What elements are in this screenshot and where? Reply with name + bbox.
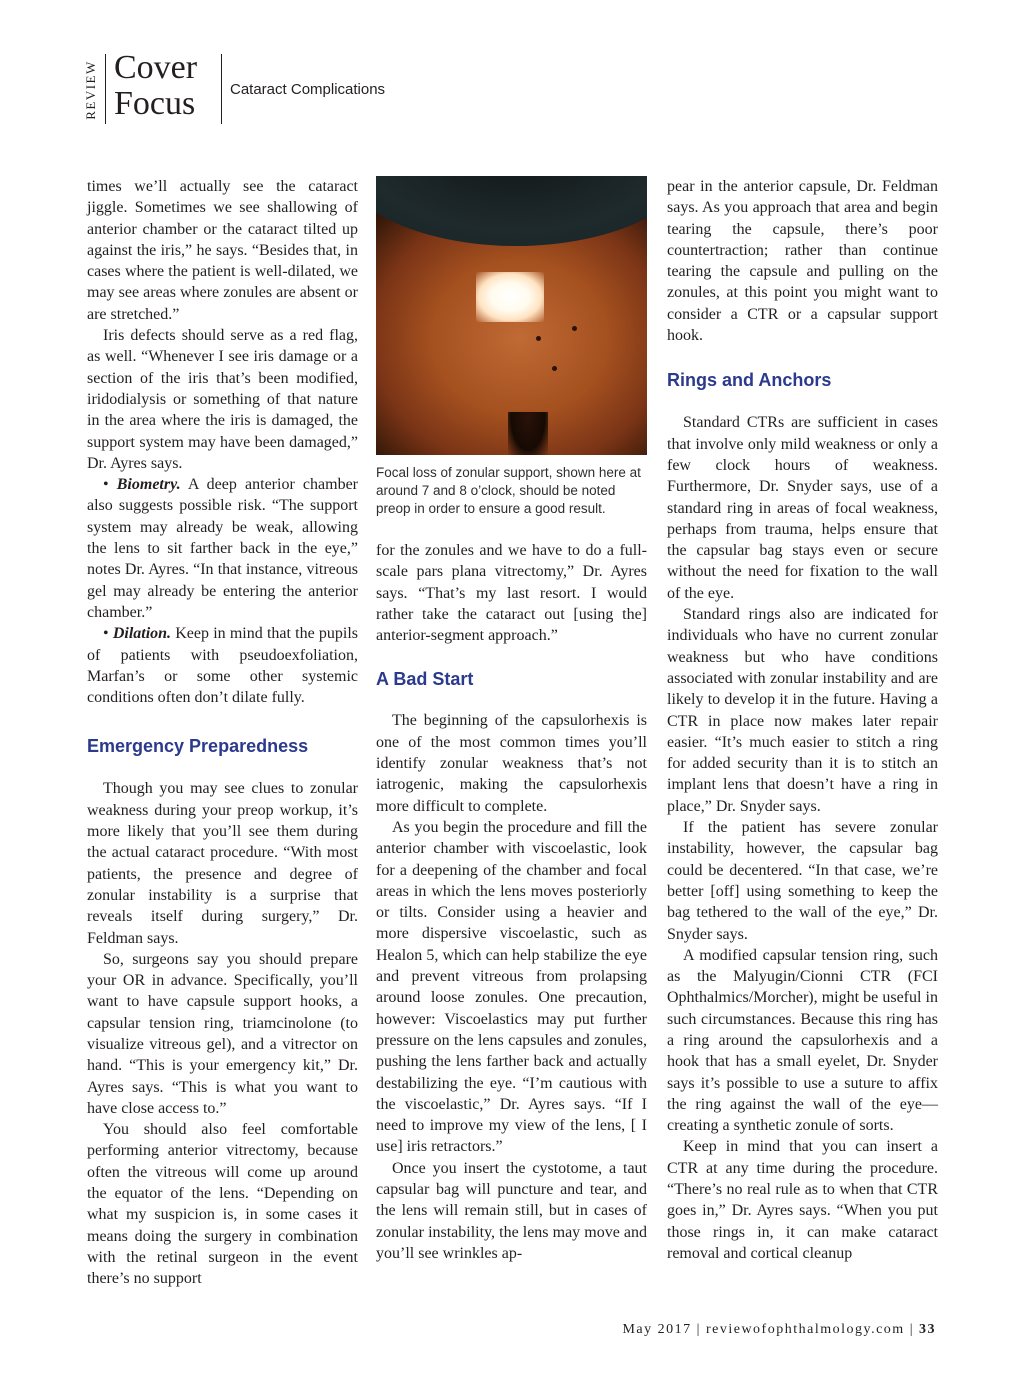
paragraph: A modified capsular tension ring, such as the Malyugin/Cionni CTR (FCI Ophthalmics/Morcher), might be useful in such circumstances. Because this ring has a ring around the capsulorhexis and a hook that has a small eyelet, Dr. Snyder says it’s possible to use a suture to affix the ring against the wall of the eye—creating a synthetic zonule of sorts. bbox=[667, 946, 938, 1135]
paragraph: pear in the anterior capsule, Dr. Feldman says. As you approach that area and begin tearing the capsule, there’s poor countertraction; rather than continue tearing the capsule and pulling on the zonules, at this point you might want to consider a CTR or a capsular support hook. bbox=[667, 178, 938, 345]
paragraph: Once you insert the cystotome, a taut capsular bag will puncture and tear, and the lens will remain still, but in cases of zonular instability, the lens may move and you’ll see wrinkles ap- bbox=[376, 1159, 647, 1262]
paragraph: Standard CTRs are sufficient in cases that involve only mild weakness or only a few clock hours of weakness. Furthermore, Dr. Snyder says, use of a standard ring in areas of focal weakness, perhaps from trauma, helps ensure that the capsular bag stays even or secure without the need for fixation to the wall of the eye. bbox=[667, 414, 938, 602]
website: reviewofophthalmology.com bbox=[705, 1322, 905, 1337]
paragraph: So, surgeons say you should prepare your OR in advance. Specifically, you’ll want to have capsule support hooks, a capsular tension ring, triamcinolone (to visualize vitreous gel), and a vitrector on hand. “This is your emergency kit,” Dr. Ayres says. “This is what you want to have close access to.” bbox=[87, 950, 358, 1117]
bullet-text: A deep anterior chamber also suggests possible risk. “The support system may already be weak, allowing the lens to sit farther back in the eye,” notes Dr. Ayres. “In that instance, vitreous gel may already be entering the anterior chamber.” bbox=[87, 476, 358, 621]
pigment-spot bbox=[536, 336, 541, 341]
title-line-2: Focus bbox=[114, 85, 196, 122]
light-reflection bbox=[476, 272, 544, 322]
eyelid-shadow bbox=[376, 176, 647, 246]
bullet-label: Biometry. bbox=[116, 476, 181, 494]
paragraph: Though you may see clues to zonular weakness during your preop workup, it’s more likely that you’ll see them during the actual cataract procedure. “With most patients, the presence and degree of zonular instability is a surprise that reveals itself during surgery,” Dr. Feldman says. bbox=[87, 780, 358, 947]
footer-separator: | bbox=[696, 1322, 701, 1337]
page-number: 33 bbox=[919, 1322, 936, 1337]
header-divider bbox=[221, 54, 222, 124]
footer-separator: | bbox=[909, 1322, 914, 1337]
pigment-spot bbox=[572, 326, 577, 331]
paragraph: Iris defects should serve as a red flag, as well. “Whenever I see iris damage or a section of the iris that’s been modified, iridodialysis or something of that nature in the area where the iris is damaged, the support system may have been damaged,” Dr. Ayres says. bbox=[87, 327, 358, 472]
page-footer bbox=[622, 1322, 936, 1338]
zonular-defect-area bbox=[508, 412, 548, 455]
section-title bbox=[114, 50, 197, 122]
paragraph: The beginning of the capsulorhexis is one of the most common times you’ll identify zonular weakness that’s not iatrogenic, making the capsulorhexis more difficult to complete. bbox=[376, 712, 647, 815]
review-text: REVIEW bbox=[83, 60, 98, 120]
section-heading: Emergency Preparedness bbox=[87, 736, 309, 757]
paragraph: for the zonules and we have to do a full-scale pars plana vitrectomy,” Dr. Ayres says. “That’s my last resort. I would rather take the cataract out [using the] anterior-segment approach.” bbox=[376, 542, 647, 645]
bullet-label: Dilation. bbox=[112, 625, 172, 643]
column-2 bbox=[376, 176, 647, 1264]
paragraph: You should also feel comfortable performing anterior vitrectomy, because often the vitreous will come up around the equator of the lens. “Depending on what my suspicion is, in some cases it means doing the surgery in combination with the retinal surgeon in the event there’s no support bbox=[87, 1121, 358, 1288]
pigment-spot bbox=[552, 366, 557, 371]
paragraph: Keep in mind that you can insert a CTR at any time during the procedure. “There’s no real rule as to when that CTR goes in,” Dr. Ayres says. “When you put those rings in, it can make cataract removal and cortical cleanup bbox=[667, 1138, 938, 1262]
header-divider bbox=[105, 54, 106, 124]
column-1 bbox=[87, 176, 358, 1290]
title-line-1: Cover bbox=[114, 49, 198, 86]
bullet-paragraph: • Biometry. A deep anterior chamber also suggests possible risk. “The support system may already be weak, allowing the lens to sit farther back in the eye,” notes Dr. Ayres. “In that instance, vitreous gel may already be entering the anterior chamber.” bbox=[87, 476, 358, 621]
section-name: Cataract Complications bbox=[230, 81, 386, 98]
column-3 bbox=[667, 176, 938, 1264]
paragraph: times we’ll actually see the cataract jiggle. Sometimes we see shallowing of anterior chamber or the cataract tilted up against the iris,” he says. “Besides that, in cases where the patient is well-dilated, we may see areas where zonules are absent or are stretched.” bbox=[87, 178, 358, 323]
bullet-text: Keep in mind that the pupils of patients with pseudoexfoliation, Marfan’s or some other systemic conditions often don’t dilate fully. bbox=[87, 625, 359, 707]
review-label bbox=[81, 52, 101, 128]
bullet-paragraph: • Dilation. Keep in mind that the pupils of patients with pseudoexfoliation, Marfan’s or some other systemic conditions often don’t dilate fully. bbox=[87, 625, 359, 707]
photo-caption: Focal loss of zonular support, shown here at around 7 and 8 o’clock, should be noted preop in order to ensure a good result. bbox=[376, 465, 641, 516]
eye-photo bbox=[376, 176, 647, 455]
paragraph: If the patient has severe zonular instability, however, the capsular bag could be decentered. “In that case, we’re better [off] using something to keep the bag tethered to the wall of the eye,” Dr. Snyder says. bbox=[667, 819, 938, 943]
paragraph: Standard rings also are indicated for individuals who have no current zonular weakness but who have conditions associated with zonular instability and are likely to develop it in the future. Having a CTR in place now makes later repair easier. “It’s much easier to stitch a ring for added security than it is to stitch an implant lens that doesn’t have a ring in place,” Dr. Snyder says. bbox=[667, 606, 938, 815]
issue-date: May 2017 bbox=[622, 1322, 692, 1337]
paragraph: As you begin the procedure and fill the anterior chamber with viscoelastic, look for a deepening of the chamber and focal areas in which the lens moves posteriorly or tilts. Consider using a heavier and more dispersive viscoelastic, such as Healon 5, which can help stabilize the eye and prevent vitreous from prolapsing around loose zonules. One precaution, however: Viscoelastics may put further pressure on the lens capsules and zonules, pushing the lens farther back and actually destabilizing the eye. “I’m cautious with the viscoelastic,” Dr. Ayres says. “If I need to improve my view of the lens, [ I use] iris retractors.” bbox=[376, 818, 647, 1156]
section-heading: Rings and Anchors bbox=[667, 370, 832, 391]
section-heading: A Bad Start bbox=[376, 669, 474, 690]
